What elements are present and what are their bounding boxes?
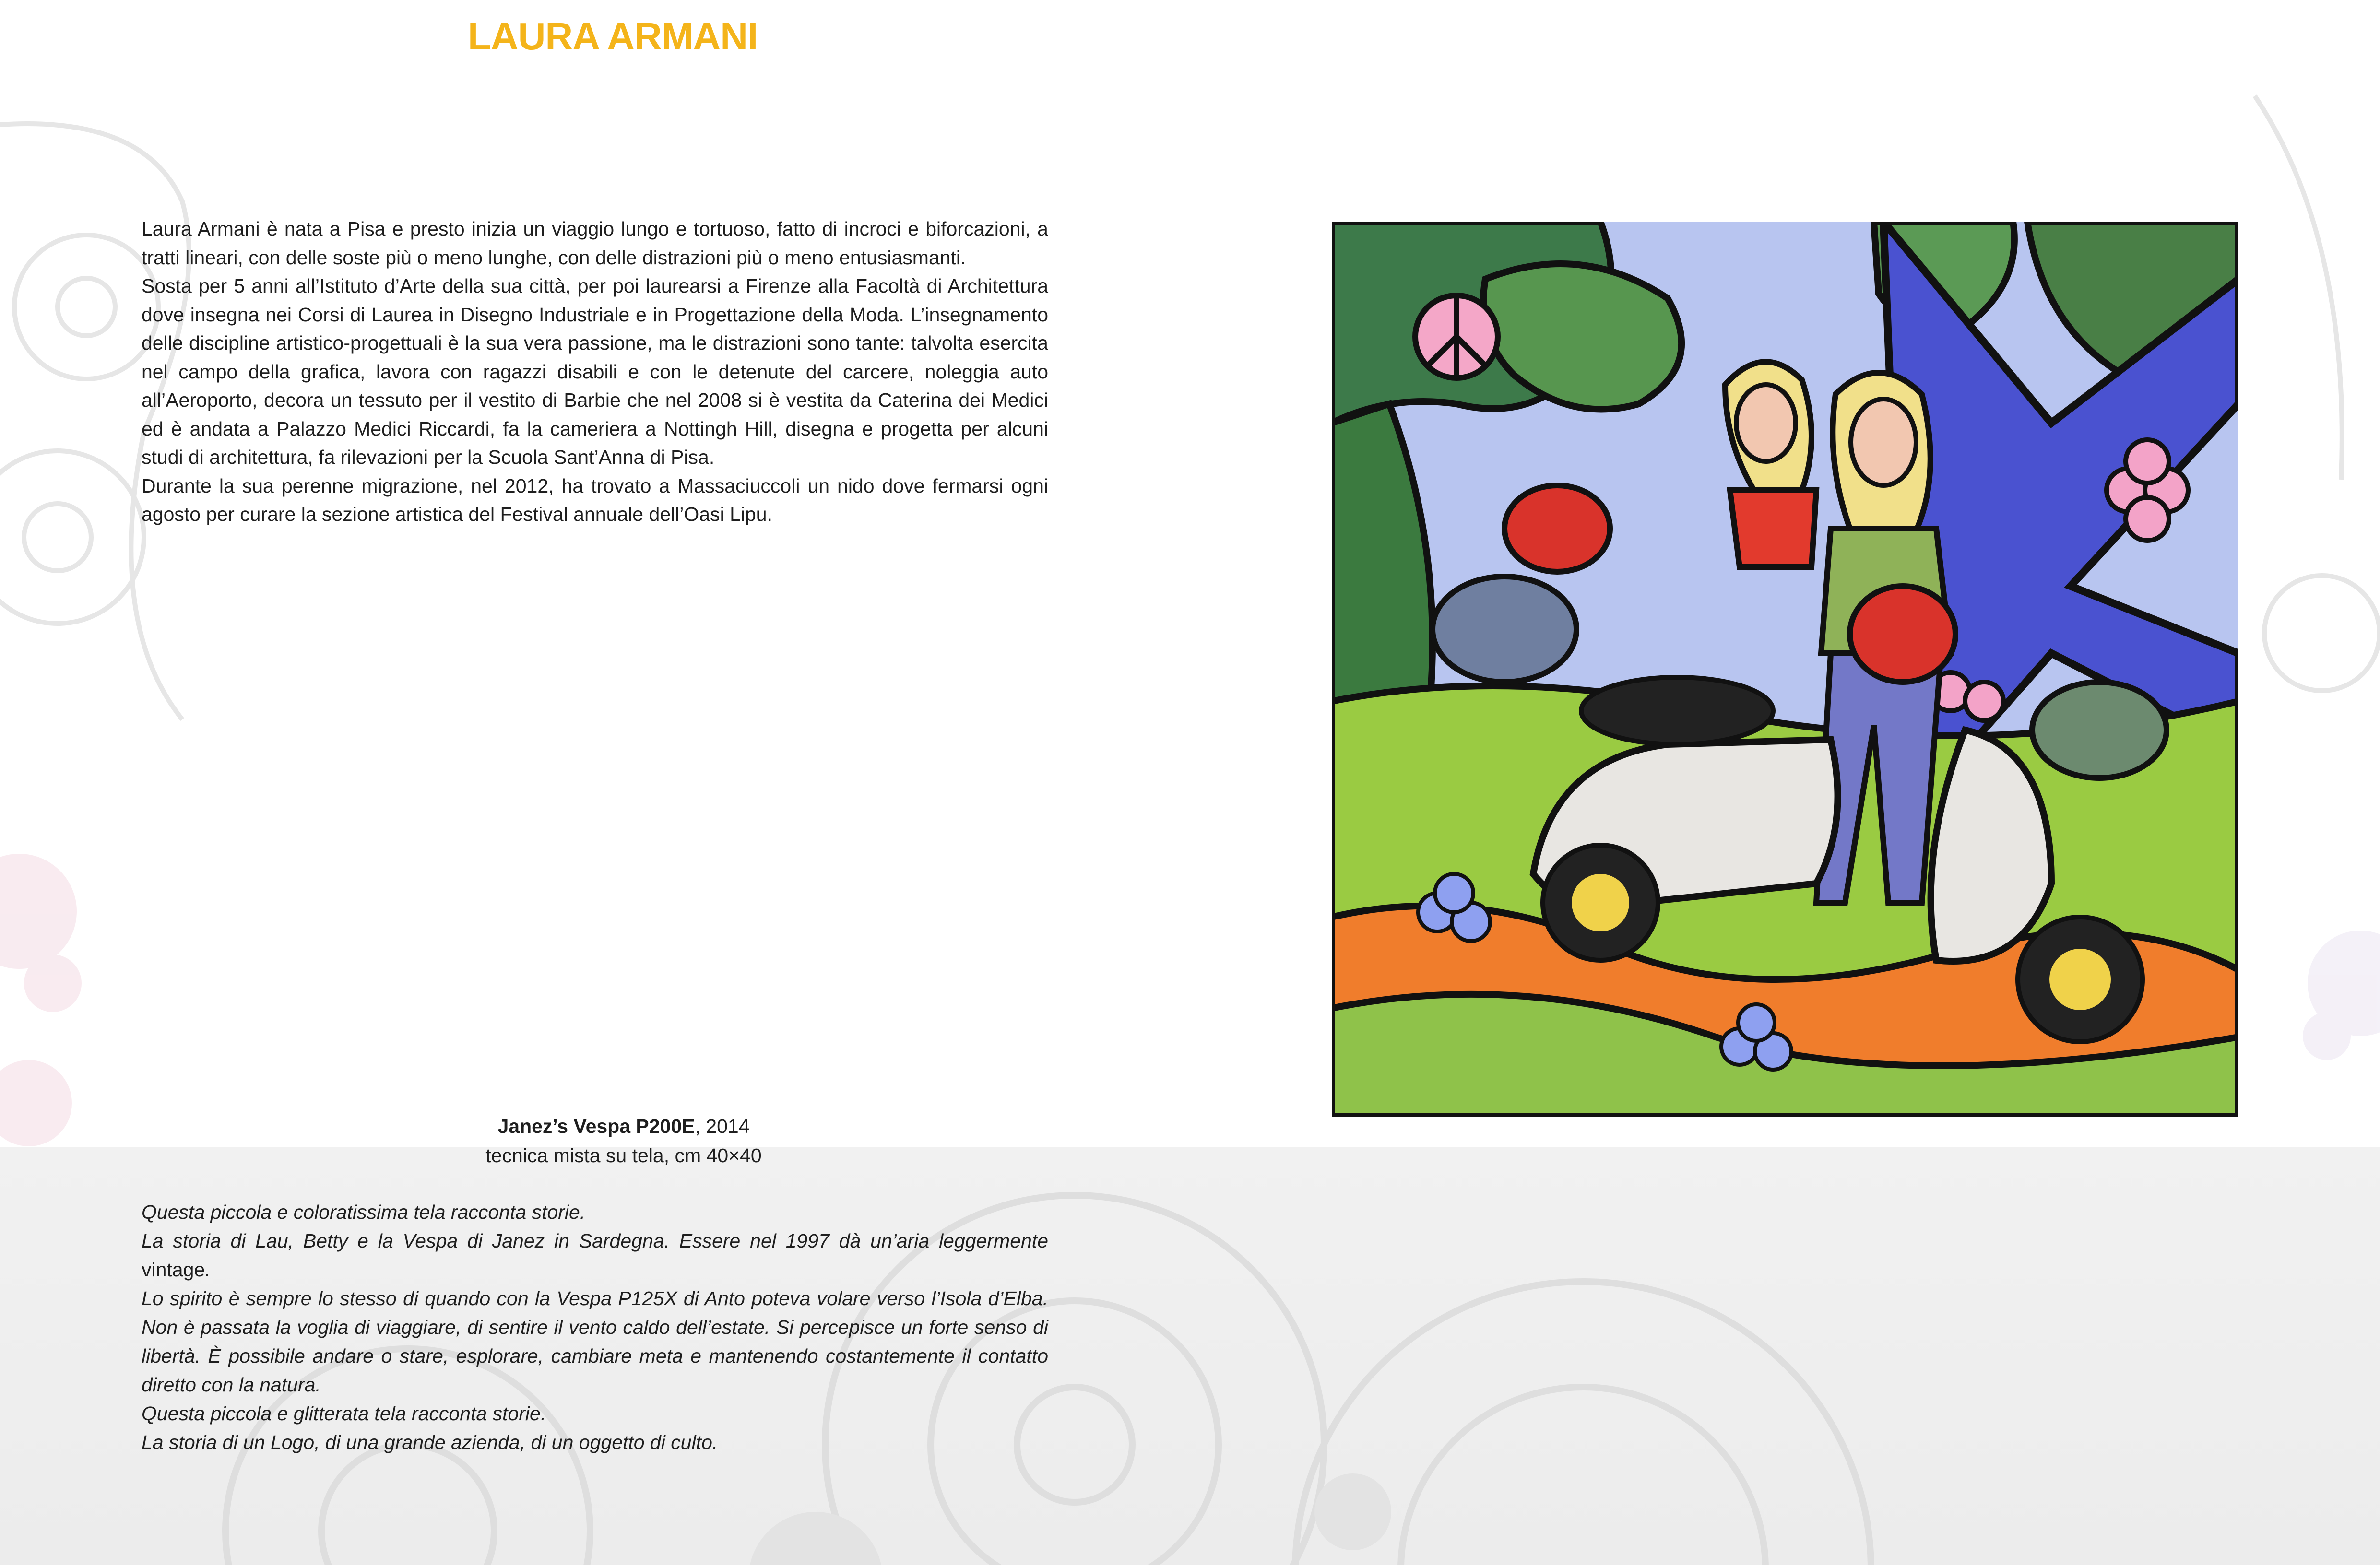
description-line-3: Lo spirito è sempre lo stesso di quando con la Vespa P125X di Anto poteva volare verso l’Isola d’Elba. Non è passata la voglia di viaggiare, di sentire il vento caldo dell’estate. Si percepisce un forte senso di libertà. È possibile andare o stare, esplorare, cambiare meta e mantenendo costantemente il contatto diretto con la natura. [142, 1287, 1048, 1396]
description-line-1: Questa piccola e coloratissima tela racconta storie. [142, 1201, 586, 1223]
description-line-2-text: La storia di Lau, Betty e la Vespa di Janez in Sardegna. Essere nel 1997 dà un’aria leggermente [142, 1230, 1048, 1252]
description-line-4: Questa piccola e glitterata tela racconta storie. [142, 1402, 546, 1425]
bio-paragraph-3: Durante la sua perenne migrazione, nel 2012, ha trovato a Massaciuccoli un nido dove fermarsi ogni agosto per curare la sezione artistica del Festival annuale dell’Oasi Lipu. [142, 474, 1048, 525]
artist-name: LAURA ARMANI [468, 15, 758, 58]
description-line-2-end: . [205, 1259, 211, 1281]
artwork-description [142, 1198, 1048, 1457]
description-vintage-word: vintage [142, 1259, 205, 1281]
description-line-5: La storia di un Logo, di una grande azienda, di un oggetto di culto. [142, 1431, 718, 1453]
artwork-year: , 2014 [695, 1115, 750, 1137]
bio-paragraph-2: Sosta per 5 anni all’Istituto d’Arte della sua città, per poi laurearsi a Firenze alla Facoltà di Architettura dove insegna nei Corsi di Laurea in Disegno Industriale e in Progettazione della Moda. L’insegnamento delle discipline artistico-progettuali è la sua vera passione, ma le distrazioni sono tante: talvolta esercita nel campo della grafica, lavora con ragazzi disabili e con le detenute del carcere, noleggia auto all’Aeroporto, decora un tessuto per il vestito di Barbie che nel 2008 si è vestita da Caterina dei Medici ed è andata a Palazzo Medici Riccardi, fa la cameriera a Nottingh Hill, disegna e progetta per alcuni studi di architettura, fa rilevazioni per la Scuola Sant’Anna di Pisa. [142, 275, 1048, 468]
artwork-title-line [432, 1112, 816, 1141]
description-line-2 [142, 1226, 1048, 1284]
artist-biography [142, 215, 1048, 529]
artwork-image [1332, 222, 2238, 1117]
artwork-title: Janez’s Vespa P200E [497, 1115, 695, 1137]
artwork-caption [432, 1112, 816, 1170]
bio-paragraph-1: Laura Armani è nata a Pisa e presto inizia un viaggio lungo e tortuoso, fatto di incroci e biforcazioni, a tratti lineari, con delle soste più o meno lunghe, con delle distrazioni più o meno entusiasmanti. [142, 218, 1048, 269]
artwork-technique: tecnica mista su tela, cm 40×40 [485, 1144, 762, 1166]
